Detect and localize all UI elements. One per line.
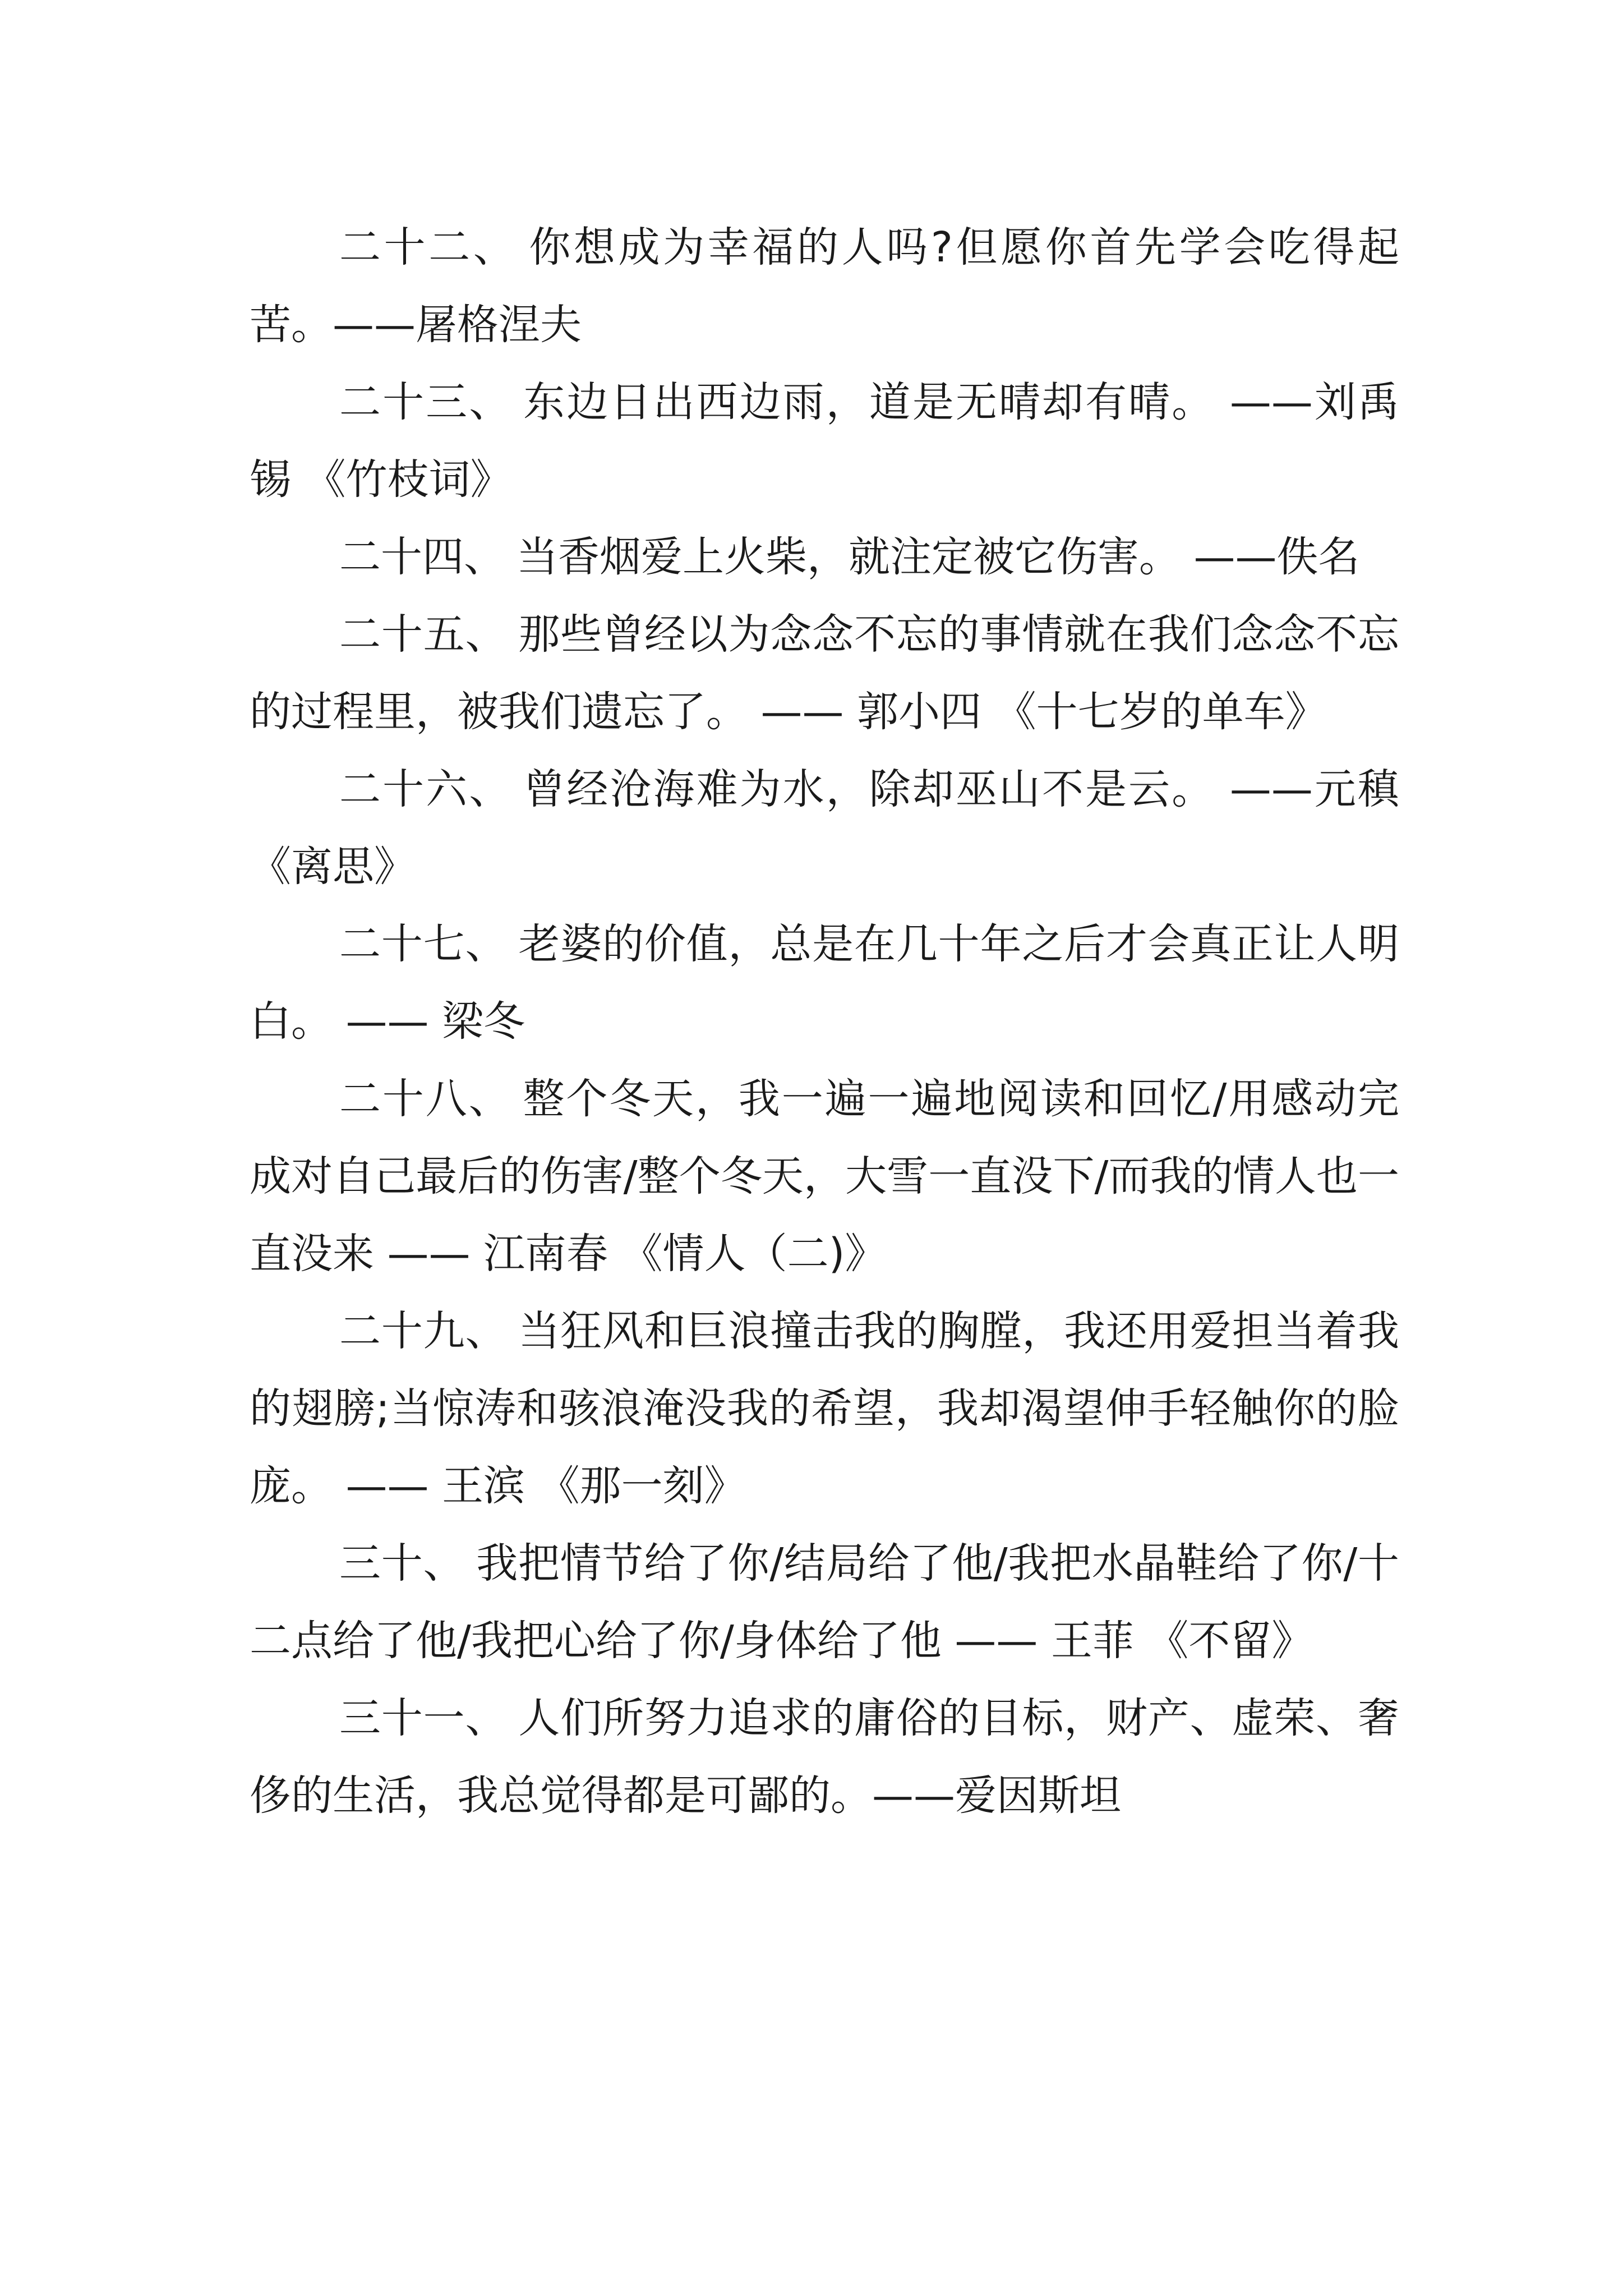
quote-29 <box>250 1292 1399 1525</box>
quote-30 <box>250 1525 1399 1680</box>
quote-number: 二十九、 <box>339 1307 508 1355</box>
quote-number: 二十四、 <box>339 533 505 581</box>
quote-24 <box>250 518 1399 596</box>
quote-number: 二十五、 <box>339 610 508 659</box>
quote-text: 我把情节给了你/结局给了他/我把水晶鞋给了你/十二点给了他/我把心给了你/身体给了他 —— 王菲 《不留》 <box>250 1539 1399 1665</box>
quote-number: 三十、 <box>339 1539 465 1588</box>
quote-number: 二十三、 <box>339 378 513 426</box>
quote-number: 二十七、 <box>339 920 508 968</box>
quote-number: 三十一、 <box>339 1694 508 1742</box>
quote-number: 二十二、 <box>339 223 518 272</box>
quote-31 <box>250 1680 1399 1834</box>
quote-text: 人们所努力追求的庸俗的目标，财产、虚荣、奢侈的生活，我总觉得都是可鄙的。——爱因斯坦 <box>250 1694 1400 1820</box>
quote-text: 那些曾经以为念念不忘的事情就在我们念念不忘的过程里，被我们遗忘了。 —— 郭小四 《十七岁的单车》 <box>250 610 1400 736</box>
quote-text: 曾经沧海难为水，除却巫山不是云。 ——元稹 《离思》 <box>250 765 1399 891</box>
quote-22 <box>250 209 1399 364</box>
quote-28 <box>250 1060 1399 1292</box>
quote-text: 当香烟爱上火柴，就注定被它伤害。 ——佚名 <box>517 533 1360 581</box>
quote-number: 二十六、 <box>339 765 513 813</box>
quote-23 <box>250 364 1399 518</box>
quote-list <box>250 209 1399 1834</box>
quote-text: 你想成为幸福的人吗?但愿你首先学会吃得起苦。——屠格涅夫 <box>250 223 1399 349</box>
quote-25 <box>250 596 1399 751</box>
quote-26 <box>250 751 1399 905</box>
quote-text: 东边日出西边雨，道是无晴却有晴。 ——刘禹锡 《竹枝词》 <box>250 378 1399 504</box>
quote-number: 二十八、 <box>339 1075 512 1123</box>
quote-27 <box>250 905 1399 1060</box>
quote-text: 整个冬天，我一遍一遍地阅读和回忆/用感动完成对自己最后的伤害/整个冬天，大雪一直没下/而我的情人也一直没来 —— 江南春 《情人（二)》 <box>250 1075 1399 1278</box>
quote-text: 老婆的价值，总是在几十年之后才会真正让人明白。 —— 梁冬 <box>250 920 1400 1046</box>
quote-text: 当狂风和巨浪撞击我的胸膛，我还用爱担当着我的翅膀;当惊涛和骇浪淹没我的希望，我却渴望伸手轻触你的脸庞。 —— 王滨 《那一刻》 <box>250 1307 1400 1510</box>
